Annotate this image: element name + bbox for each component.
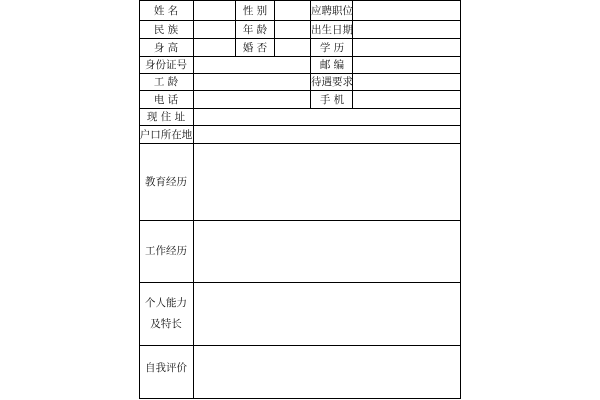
phone-field[interactable] — [194, 91, 310, 108]
label-work-history: 工作经历 — [145, 245, 187, 257]
label-position: 应聘职位 — [311, 5, 353, 17]
label-ethnicity: 民 族 — [153, 24, 179, 36]
label-phone: 电 话 — [153, 94, 179, 106]
label-height: 身 高 — [153, 42, 179, 54]
seniority-field[interactable] — [194, 74, 310, 90]
hukou-field[interactable] — [194, 126, 460, 143]
marital-field[interactable] — [275, 39, 310, 56]
rule — [139, 0, 140, 399]
postcode-field[interactable] — [353, 57, 460, 73]
label-birthdate: 出生日期 — [311, 24, 353, 36]
label-self-eval: 自我评价 — [145, 362, 187, 374]
label-idnumber: 身份证号 — [145, 59, 187, 71]
idnumber-field[interactable] — [194, 57, 310, 73]
work-history-field[interactable] — [194, 221, 460, 282]
self-eval-field[interactable] — [194, 346, 460, 398]
label-age: 年 龄 — [242, 24, 268, 36]
label-marital: 婚 否 — [242, 42, 268, 54]
rule — [139, 398, 461, 399]
label-salary: 待遇要求 — [311, 76, 353, 88]
birthdate-field[interactable] — [353, 21, 460, 38]
label-seniority: 工 龄 — [153, 76, 179, 88]
education-field[interactable] — [353, 39, 460, 56]
label-postcode: 邮 编 — [319, 59, 345, 71]
position-field[interactable] — [353, 1, 460, 20]
label-gender: 性 别 — [242, 5, 268, 17]
label-address: 现 住 址 — [146, 111, 186, 123]
abilities-field[interactable] — [194, 283, 460, 345]
label-mobile: 手 机 — [319, 94, 345, 106]
address-field[interactable] — [194, 109, 460, 125]
edu-history-field[interactable] — [194, 144, 460, 220]
salary-field[interactable] — [353, 74, 460, 90]
ethnicity-field[interactable] — [194, 21, 235, 38]
label-edu-history: 教育经历 — [145, 176, 187, 188]
label-education: 学 历 — [319, 42, 345, 54]
name-field[interactable] — [194, 1, 235, 20]
rule — [235, 0, 236, 56]
label-hukou: 户口所在地 — [139, 129, 193, 141]
rule — [460, 0, 461, 399]
label-name: 姓 名 — [153, 5, 179, 17]
mobile-field[interactable] — [353, 91, 460, 108]
gender-field[interactable] — [275, 1, 310, 20]
label-abilities-line1: 个人能力 — [145, 297, 187, 309]
label-abilities-line2: 及特长 — [150, 318, 182, 330]
age-field[interactable] — [275, 21, 310, 38]
height-field[interactable] — [194, 39, 235, 56]
